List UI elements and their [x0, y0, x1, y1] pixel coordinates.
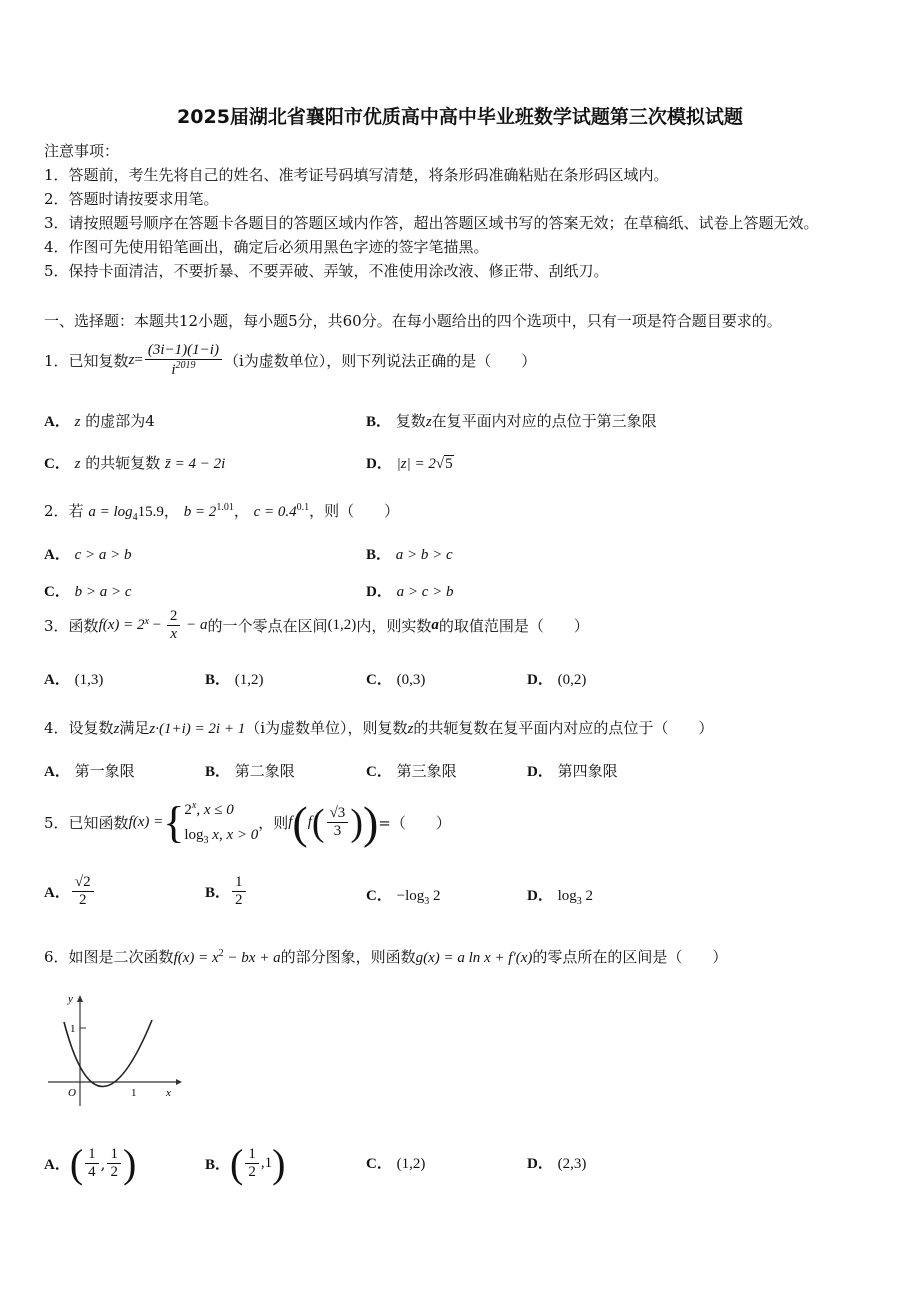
question-text: 的零点所在的区间是（ ） — [532, 948, 728, 966]
option-d[interactable] — [527, 668, 586, 689]
question-text: ，则（ ） — [309, 502, 400, 520]
parabola-curve — [64, 1020, 152, 1087]
notice-item-2: 2．答题时请按要求用笔。 — [44, 190, 219, 208]
case-tail: x, x > 0 — [208, 826, 259, 843]
math-expr: |z| = 2 — [396, 456, 436, 472]
fraction-numerator: √3 — [327, 805, 349, 823]
option-b[interactable] — [366, 410, 657, 431]
math-sup: 0.1 — [296, 502, 310, 513]
option-b[interactable] — [205, 668, 264, 689]
fraction — [167, 608, 181, 644]
notice-item-4: 4．作图可先使用铅笔画出，确定后必须用黑色字迹的签字笔描黑。 — [44, 238, 489, 256]
notice-item-1: 1．答题前，考生先将自己的姓名、准考证号码填写清楚，将条形码准确粘贴在条形码区域内。 — [44, 166, 669, 184]
option-math: (1,2) — [234, 672, 264, 688]
math-eq: z·(1+i) = 2i + 1 — [149, 721, 246, 737]
math-var: z — [425, 414, 432, 430]
math-var: z — [407, 721, 414, 737]
option-d[interactable] — [366, 580, 454, 601]
option-math: log — [557, 888, 577, 904]
fraction-denominator: 2 — [110, 1164, 118, 1180]
paren: ) — [272, 1141, 286, 1186]
fraction-denominator: 2 — [235, 892, 243, 909]
question-number: 4． — [44, 719, 69, 737]
math-sup: x — [144, 616, 149, 627]
option-b[interactable] — [205, 1140, 285, 1187]
paren: ( — [69, 1141, 84, 1186]
case-2 — [184, 822, 258, 849]
question-text: 的共轭复数在复平面内对应的点位于（ ） — [413, 719, 714, 737]
fraction — [107, 1146, 121, 1182]
math-eq: = — [134, 352, 143, 369]
math-f: f — [288, 814, 293, 830]
fraction — [245, 1146, 259, 1182]
option-label: C． — [44, 456, 70, 472]
question-text: （i为虚数单位），则下列说法正确的是（ ） — [223, 352, 537, 371]
x-tick-label: 1 — [131, 1087, 137, 1099]
math-var: z — [74, 456, 81, 472]
math-sup: 2 — [218, 948, 224, 959]
question-6 — [44, 946, 727, 967]
option-d[interactable] — [527, 884, 593, 907]
math-a: a = log — [88, 504, 133, 520]
page-title: 2025届湖北省襄阳市优质高中高中毕业班数学试题第三次模拟试题 — [177, 106, 743, 128]
question-text: 函数 — [68, 617, 99, 636]
question-text: 的一个零点在区间 — [207, 617, 328, 636]
option-label: B． — [205, 672, 231, 688]
parabola-graph — [44, 990, 184, 1110]
fraction-numerator: 1 — [232, 874, 246, 892]
math-a: a — [431, 617, 439, 634]
fraction-numerator: (3i−1)(1−i) — [145, 342, 222, 360]
fraction-numerator: √2 — [72, 874, 94, 892]
option-label: B． — [366, 547, 392, 563]
question-text: 内，则实数 — [356, 617, 432, 636]
fraction-denominator — [168, 360, 198, 379]
option-c[interactable] — [366, 1152, 425, 1173]
den-sup: 2019 — [175, 360, 196, 372]
case-1 — [184, 797, 258, 822]
brace: { — [163, 797, 185, 847]
question-number: 5． — [44, 814, 69, 832]
paren: ( — [230, 1141, 244, 1186]
option-b[interactable] — [366, 543, 453, 564]
option-label: C． — [366, 672, 392, 688]
question-text: 满足 — [119, 719, 150, 737]
case-tail: , x ≤ 0 — [196, 801, 234, 818]
fraction-numerator: 1 — [85, 1146, 99, 1164]
fraction-denominator: 4 — [88, 1164, 96, 1180]
den-base: i — [171, 362, 176, 379]
option-a[interactable] — [44, 668, 103, 689]
option-label: D． — [366, 456, 392, 472]
option-label: D． — [527, 1156, 553, 1172]
option-math: −log — [396, 888, 425, 904]
option-label: A． — [44, 672, 70, 688]
x-axis-arrow — [176, 1079, 182, 1085]
option-math: (2,3) — [557, 1156, 587, 1172]
question-3 — [44, 608, 589, 644]
y-tick-label: 1 — [70, 1023, 76, 1035]
question-text: 已知函数 — [68, 814, 129, 832]
option-text: 复数 — [395, 412, 426, 430]
math-var: z — [74, 414, 81, 430]
option-label: C． — [44, 584, 70, 600]
paren: ( — [292, 797, 308, 848]
math-sub: 4 — [132, 512, 138, 523]
option-sub: 3 — [576, 896, 582, 907]
question-text: 的取值范围是（ ） — [438, 617, 589, 636]
math-b: b = 2 — [183, 504, 217, 520]
option-c[interactable] — [366, 760, 457, 781]
option-math-tail: ,1 — [260, 1155, 273, 1171]
question-1 — [44, 342, 536, 380]
y-axis-arrow — [77, 995, 83, 1002]
y-label: y — [68, 993, 73, 1005]
question-4 — [44, 717, 713, 738]
fraction-numerator: 1 — [245, 1146, 259, 1164]
question-5 — [44, 796, 451, 849]
case-sup: x — [191, 799, 197, 811]
option-text: 第四象限 — [557, 762, 618, 780]
fraction-numerator: 1 — [107, 1146, 121, 1164]
option-label: A． — [44, 764, 70, 780]
fraction — [72, 874, 94, 910]
math-f: f(x) = 2 — [98, 617, 145, 634]
option-text: 第二象限 — [234, 762, 295, 780]
option-label: D． — [527, 672, 553, 688]
option-d[interactable] — [527, 760, 618, 781]
case-base: log — [184, 826, 204, 843]
question-2 — [44, 500, 399, 523]
option-math: (0,3) — [396, 672, 426, 688]
option-label: B． — [366, 414, 392, 430]
question-text: 如图是二次函数 — [68, 948, 174, 966]
case-base: 2 — [184, 801, 192, 818]
fraction — [327, 805, 349, 841]
fraction — [232, 874, 246, 910]
math-interval: (1,2) — [327, 617, 357, 634]
math-f: f(x) = x — [173, 950, 219, 966]
question-text: ，则 — [258, 814, 289, 832]
option-c[interactable] — [44, 580, 132, 601]
option-label: D． — [527, 764, 553, 780]
paren: ( — [311, 801, 325, 844]
math-minus: − — [148, 617, 165, 634]
math-expr: z̄ = 4 − 2i — [165, 456, 226, 472]
option-math: a > b > c — [395, 547, 453, 563]
fraction — [145, 342, 222, 380]
option-math: c > a > b — [74, 547, 132, 563]
fraction — [85, 1146, 99, 1182]
notice-item-5: 5．保持卡面清洁，不要折暴、不要弄破、弄皱，不准使用涂改液、修正带、刮纸刀。 — [44, 262, 609, 280]
question-text: =（ ） — [378, 814, 451, 832]
option-text: 的虚部为4 — [85, 412, 155, 430]
piecewise — [184, 797, 258, 849]
fraction-numerator: 2 — [167, 608, 181, 626]
question-number: 2． — [44, 502, 69, 520]
math-g: g(x) = a ln x + f′(x) — [415, 950, 533, 966]
option-math: a > c > b — [396, 584, 454, 600]
fraction-denominator: 2 — [78, 892, 87, 909]
math-c: c = 0.4 — [253, 504, 297, 520]
option-a[interactable] — [44, 410, 155, 431]
math-val: 15.9， — [137, 504, 179, 520]
option-a[interactable] — [44, 760, 135, 781]
question-number: 3． — [44, 617, 69, 636]
option-label: A． — [44, 547, 70, 563]
option-label: C． — [366, 764, 392, 780]
x-label: x — [166, 1087, 171, 1099]
math-sup: 1.01 — [216, 502, 234, 513]
option-math-tail: 2 — [429, 888, 441, 904]
math-var: z — [128, 352, 135, 369]
question-text: 设复数 — [68, 719, 114, 737]
option-label: D． — [366, 584, 392, 600]
question-text: 若 — [68, 502, 84, 520]
option-label: C． — [366, 888, 392, 904]
option-label: D． — [527, 888, 553, 904]
option-label: A． — [44, 885, 70, 902]
sqrt-radicand: 5 — [445, 456, 453, 472]
comma: ， — [233, 502, 249, 520]
option-label: B． — [205, 764, 231, 780]
option-b[interactable] — [205, 874, 248, 910]
notice-item-3: 3．请按照题号顺序在答题卡各题目的答题区域内作答，超出答题区域书写的答案无效；在草稿纸、试卷上答题无效。 — [44, 214, 819, 232]
option-c[interactable] — [366, 668, 425, 689]
paren: ) — [362, 797, 379, 848]
option-d[interactable] — [527, 1152, 586, 1173]
option-c[interactable] — [44, 452, 225, 473]
math-var: z — [113, 721, 120, 737]
math-tail: − a — [182, 617, 208, 634]
fraction-denominator: x — [170, 626, 177, 643]
math-f: f — [307, 814, 312, 830]
option-math: (1,2) — [396, 1156, 426, 1172]
option-a[interactable] — [44, 874, 96, 910]
option-d[interactable] — [366, 452, 454, 473]
option-label: B． — [205, 1157, 231, 1173]
option-b[interactable] — [205, 760, 295, 781]
option-sub: 3 — [424, 896, 430, 907]
fraction-denominator: 2 — [248, 1164, 256, 1180]
math-tail: − bx + a — [223, 950, 281, 966]
paren: ) — [122, 1141, 137, 1186]
question-text: 的部分图象，则函数 — [280, 948, 416, 966]
sqrt-sign: √ — [435, 456, 445, 472]
option-label: C． — [366, 1156, 392, 1172]
option-text: 第一象限 — [74, 762, 135, 780]
question-text: 已知复数 — [68, 352, 129, 371]
option-text: 的共轭复数 — [85, 454, 161, 472]
option-text: 第三象限 — [396, 762, 457, 780]
option-math-tail: 2 — [581, 888, 594, 904]
option-a[interactable]: A． ( $\frac{1}{4}$ , $\frac{1}{2}$ ) — [44, 1141, 137, 1186]
option-text: 在复平面内对应的点位于第三象限 — [431, 412, 657, 430]
fraction-denominator: 3 — [333, 823, 342, 839]
option-math: (0,2) — [557, 672, 587, 688]
paren: ) — [350, 801, 363, 844]
option-math: b > a > c — [74, 584, 132, 600]
notice-heading: 注意事项： — [44, 142, 120, 160]
option-math: (1,3) — [74, 672, 104, 688]
section-heading: 一、选择题：本题共12小题，每小题5分，共60分。在每小题给出的四个选项中，只有一项是符合题目要求的。 — [44, 312, 782, 330]
case-sub: 3 — [203, 834, 209, 846]
question-number: 1． — [44, 352, 69, 371]
math-f: f(x) = — [128, 814, 164, 830]
option-label: A． — [44, 1157, 70, 1173]
question-text: （i为虚数单位），则复数 — [245, 719, 408, 737]
option-label: A． — [44, 414, 70, 430]
question-number: 6． — [44, 948, 69, 966]
origin-label: O — [68, 1087, 76, 1099]
option-c[interactable] — [366, 884, 441, 907]
option-a[interactable] — [44, 543, 132, 564]
option-label: B． — [205, 885, 231, 902]
